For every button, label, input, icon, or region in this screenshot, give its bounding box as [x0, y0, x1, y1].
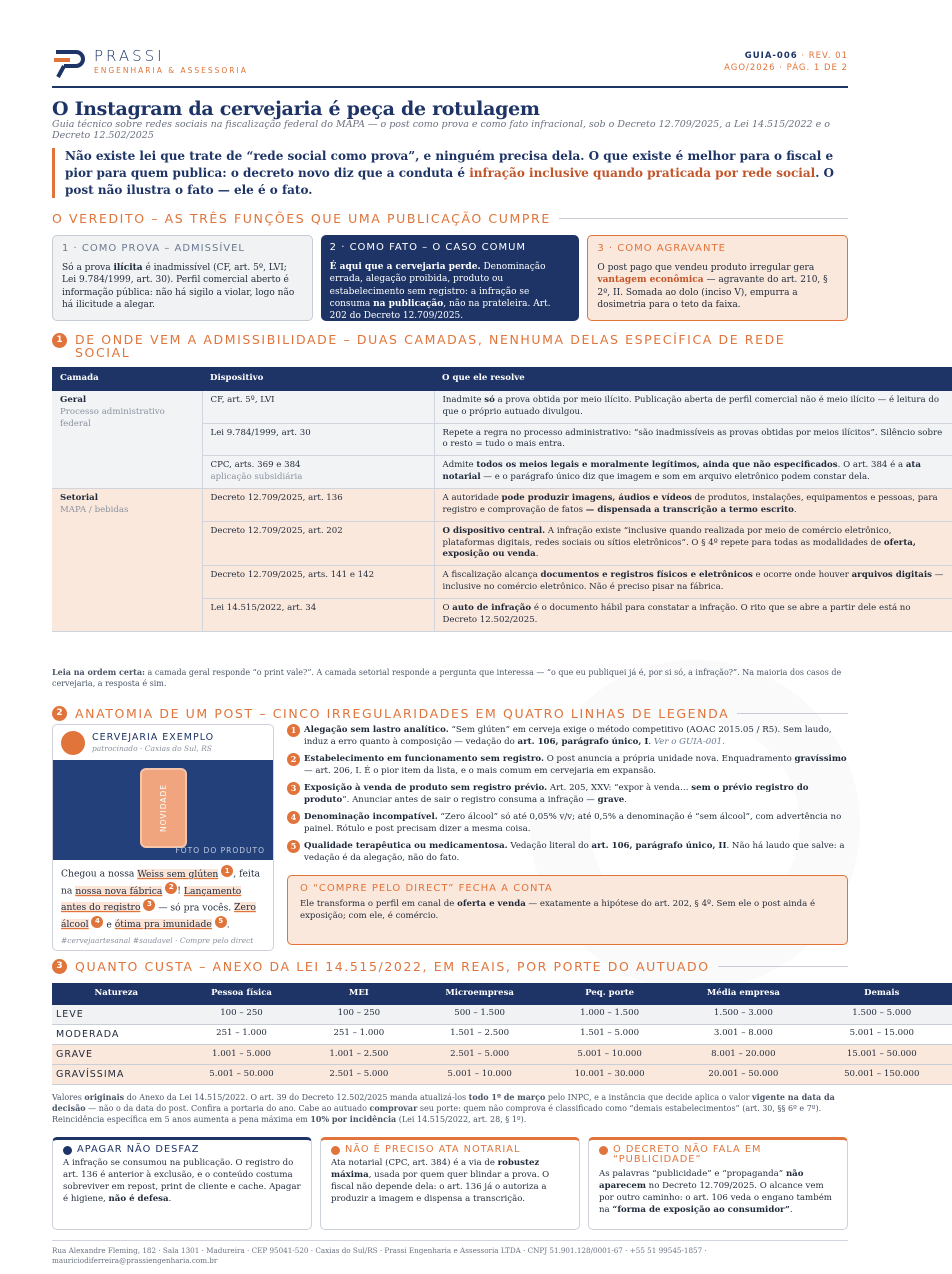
card-as-fact: 2 · COMO FATO – O CASO COMUM É aqui que a cervejaria perde. Denominação errada, alegação proibida, produto ou estabelecimento sem registro: a infração se consuma na publicação, não na prateleira. Art. 202 do Decreto 12.709/2025.	[321, 235, 580, 321]
list-item: 5 Qualidade terapêutica ou medicamentosa. Vedação literal do art. 106, parágrafo único, II. Não há laudo que salve: a vedação é da alegação, não do fato.	[287, 840, 848, 863]
table-row: Decreto 12.709/2025, art. 202 O dispositivo central. A infração existe “inclusive quando realizada por meio de comércio eletrônico, plataformas digitais, redes sociais ou sítios eletrônicos”. O § 4º repete para todas as modalidades de oferta, exposição ou venda.	[52, 521, 952, 566]
doc-date: AGO/2026	[724, 63, 776, 74]
box-delete: APAGAR NÃO DESFAZ A infração se consumou na publicação. O registro do art. 136 é anterior à exclusão, e o conteúdo costuma sobreviver em repost, print de cliente e cache. Apagar é higiene, não é defesa.	[52, 1137, 312, 1230]
section-2-title: 2 ANATOMIA DE UM POST – CINCO IRREGULARIDADES EM QUATRO LINHAS DE LEGENDA	[52, 706, 848, 721]
list-item: 1 Alegação sem lastro analítico. “Sem glúten” em cerveja exige o método competitivo (AOAC 2015.05 / R5). Sem laudo, induz a erro quanto à composição — vedação do art. 106, parágrafo único, I. Ver o GUIA-001.	[287, 724, 848, 747]
page-title: O Instagram da cervejaria é peça de rotulagem	[52, 98, 540, 120]
guide-code: GUIA-006	[744, 51, 798, 61]
bullet-icon	[63, 1146, 72, 1155]
doc-meta: GUIA-006 · REV. 01 AGO/2026 · PÁG. 1 DE 2	[724, 51, 848, 74]
table-row: Setorial MAPA / bebidas Decreto 12.709/2025, art. 136 A autoridade pode produzir imagens, áudios e vídeos de produtos, instalações, equipamentos e pessoas, para registro e comprovação de fatos — dispensada a transcrição a termo escrito.	[52, 489, 952, 522]
table-row: LEVE 100 – 250 100 – 250 500 – 1.500 1.000 – 1.500 1.500 – 3.000 1.500 – 5.000	[52, 1005, 952, 1025]
verdict-cards	[52, 235, 848, 321]
box-notarial: NÃO É PRECISO ATA NOTARIAL Ata notarial (CPC, art. 384) é a via de robustez máxima, usada por quem quer blindar a prova. O fiscal não depende dela: o art. 136 já o autoriza a produzir a imagem e dispensa a transcrição.	[320, 1137, 580, 1230]
card-as-aggravating: 3 · COMO AGRAVANTE O post pago que vendeu produto irregular gera vantagem econômica — agravante do art. 210, § 2º, II. Somada ao dolo (inciso V), empurra a dosimetria para o teto da faixa.	[587, 235, 848, 321]
irregularity-list	[287, 724, 848, 869]
section-3-title: 3 QUANTO CUSTA – ANEXO DA LEI 14.515/2022, EM REAIS, POR PORTE DO AUTUADO	[52, 959, 848, 974]
table-row: CPC, arts. 369 e 384 aplicação subsidiária Admite todos os meios legais e moralmente legítimos, ainda que não especificados. O art. 384 é a ata notarial — e o parágrafo único diz que imagem e som em arquivo eletrônico podem constar dela.	[52, 456, 952, 489]
post-caption: Chegou a nossa Weiss sem glúten 1 , feita na nossa nova fábrica 2 ! Lançamento antes do registro 3 — só pra vocês. Zero álcool 4 e ótima pra imunidade 5 .	[61, 866, 261, 931]
closing-boxes	[52, 1137, 848, 1230]
table-row: Lei 14.515/2022, art. 34 O auto de infração é o documento hábil para constatar a infração. O rito que se abre a partir dele está no Decreto 12.502/2025.	[52, 599, 952, 632]
box-advertising: O DECRETO NÃO FALA EM “PUBLICIDADE” As palavras “publicidade” e “propaganda” não aparecem no Decreto 12.709/2025. O alcance vem por outro caminho: o art. 106 veda o engano também na “forma de exposição ao consumidor”.	[588, 1137, 848, 1230]
table-row: Geral Processo administrativo federal CF, art. 5º, LVI Inadmite só a prova obtida por meio ilícito. Publicação aberta de perfil comercial não é meio ilícito — é leitura do que o próprio autuado divulgou.	[52, 391, 952, 423]
post-photo: NOVIDADE FOTO DO PRODUTO	[53, 760, 273, 860]
page-header	[52, 42, 848, 88]
bullet-icon	[331, 1146, 340, 1155]
list-item: 4 Denominação incompatível. “Zero álcool” só até 0,05% v/v; até 0,5% a denominação é “sem álcool”, com advertência no painel. Rótulo e post precisam dizer a mesma coisa.	[287, 811, 848, 834]
page-footer: Rua Alexandre Fleming, 182 · Sala 1301 · Madureira · CEP 95041-520 · Caxias do Sul/RS · Prassi Engenharia e Assessoria LTDA · CNPJ 51.901.128/0001-67 · +55 51 99545-1857 · mauriciodiferreira@prassiengenharia.com.br	[52, 1240, 848, 1266]
section-verdict-title: O VEREDITO – AS TRÊS FUNÇÕES QUE UMA PUBLICAÇÃO CUMPRE	[52, 212, 848, 225]
revision: REV. 01	[808, 51, 848, 61]
beer-can-icon: NOVIDADE	[140, 768, 187, 848]
post-hashtags: #cervejaartesanal #saudavel · Compre pelo direct	[61, 935, 254, 945]
lead-paragraph: Não existe lei que trate de “rede social como prova”, e ninguém precisa dela. O que existe é melhor para o fiscal e pior para quem publica: o decreto novo diz que a conduta é infração inclusive quando praticada por rede social. O post não ilustra o fato — ele é o fato.	[52, 148, 848, 198]
card-as-proof: 1 · COMO PROVA – ADMISSÍVEL Só a prova ilícita é inadmissível (CF, art. 5º, LVI; Lei 9.784/1999, art. 30). Perfil comercial aberto é informação pública: não há sigilo a violar, logo não há ilicitude a alegar.	[52, 235, 313, 321]
table-row: Lei 9.784/1999, art. 30 Repete a regra no processo administrativo: “são inadmissíveis as provas obtidas por meios ilícitos”. Silêncio sobre o resto = tudo o mais entra.	[52, 423, 952, 456]
page-number: PÁG. 1 DE 2	[786, 63, 848, 74]
section-1-title: 1 DE ONDE VEM A ADMISSIBILIDADE – DUAS CAMADAS, NENHUMA DELAS ESPECÍFICA DE REDE SOCIAL	[52, 333, 848, 359]
direct-callout: O “COMPRE PELO DIRECT” FECHA A CONTA Ele transforma o perfil em canal de oferta e venda — exatamente a hipótese do art. 202, § 4º. Sem ele o post ainda é exposição; com ele, é comércio.	[287, 875, 848, 945]
fines-table: Natureza Pessoa física MEI Microempresa Peq. porte Média empresa Demais LEVE 100 – 250 100 – 250 500 – 1.500 1.000 – 1.500 1.500 – 3.000 1.500 – 5.000 MODERADA 251 – 1.000 251 – 1.000 1.501 – 2.500 1.501 – 5.000 3.001 – 8.000 5.001 – 15.000 GRAVE 1.001 – 5.000 1.001 – 2.500 2.501 – 5.000 5.001 – 10.000 8.001 – 20.000 15.001 – 50.000 GRAVÍSSIMA 5.001 – 50.000 2.501 – 5.000 5.001 – 10.000 10.001 – 30.000 20.001 – 50.000 50.001 – 150.000	[52, 983, 952, 1085]
admissibility-table: Camada Dispositivo O que ele resolve Geral Processo administrativo federal CF, art. 5º, LVI Inadmite só a prova obtida por meio ilícito. Publicação aberta de perfil comercial não é meio ilícito — é leitura do que o próprio autuado divulgou. Lei 9.784/1999, art. 30 Repete a regra no processo administrativo: “são inadmissíveis as provas obtidas por meios ilícitos”. Silêncio sobre o resto = tudo o mais entra. CPC, arts. 369 e 384 aplicação subsidiária Admite todos os meios legais e moralmente legítimos, ainda que não especificados. O art. 384 é a ata notarial — e o parágrafo único diz que imagem e som em arquivo eletrônico podem constar dela. Setorial MAPA / bebidas Decreto 12.709/2025, art. 136 A autoridade pode produzir imagens, áudios e vídeos de produtos, instalações, equipamentos e pessoas, para registro e comprovação de fatos — dispensada a transcrição a termo escrito. Decreto 12.709/2025, art. 202 O dispositivo central. A infração existe “inclusive quando realizada por meio de comércio eletrônico, plataformas digitais, redes sociais ou sítios eletrônicos”. O § 4º repete para todas as modalidades de oferta, exposição ou venda. Decreto 12.709/2025, arts. 141 e 142 A fiscalização alcança documentos e registros físicos e eletrônicos e ocorre onde houver arquivos digitais — inclusive no comércio eletrônico. Não é preciso pisar na fábrica. Lei 14.515/2022, art. 34 O auto de infração é o documento hábil para constatar a infração. O rito que se abre a partir dele está no Decreto 12.502/2025.	[52, 367, 952, 632]
bullet-icon	[599, 1146, 608, 1155]
page-subtitle: Guia técnico sobre redes sociais na fiscalização federal do MAPA — o post como prova e como fato infracional, sob o Decreto 12.709/2025, a Lei 14.515/2022 e o Decreto 12.502/2025	[52, 119, 830, 141]
table-row: MODERADA 251 – 1.000 251 – 1.000 1.501 – 2.500 1.501 – 5.000 3.001 – 8.000 5.001 – 15.000	[52, 1024, 952, 1044]
example-post: CERVEJARIA EXEMPLO patrocinado · Caxias do Sul, RS NOVIDADE FOTO DO PRODUTO Chegou a nossa Weiss sem glúten 1 , feita na nossa nova fábrica 2 ! Lançamento antes do registro 3 — só pra vocês. Zero álcool 4 e ótima pra imunidade 5 . #cervejaartesanal #saudavel · Compre pelo direct	[52, 724, 274, 951]
table-row: GRAVÍSSIMA 5.001 – 50.000 2.501 – 5.000 5.001 – 10.000 10.001 – 30.000 20.001 – 50.000 50.001 – 150.000	[52, 1065, 952, 1085]
list-item: 2 Estabelecimento em funcionamento sem registro. O post anuncia a própria unidade nova. Enquadramento gravíssimo — art. 206, I. É o pior item da lista, e o mais comum em cervejaria em expansão.	[287, 753, 848, 776]
list-item: 3 Exposição à venda de produto sem registro prévio. Art. 205, XXV: “expor à venda… sem o prévio registro do produto”. Anunciar antes de sair o registro consuma a infração — grave.	[287, 782, 848, 805]
avatar	[61, 731, 85, 755]
prassi-logo-icon	[52, 46, 86, 78]
brand-name: PRASSI	[94, 47, 165, 65]
fines-note: Valores originais do Anexo da Lei 14.515/2022. O art. 39 do Decreto 12.502/2025 manda atualizá-los todo 1º de março pelo INPC, e a instância que decide aplica o valor vigente na data da decisão — não o da data do post. Confira a portaria do ano. Cabe ao autuado comprovar seu porte: quem não comprova é classificado como “demais estabelecimentos” (art. 30, §§ 6º e 7º). Reincidência específica em 5 anos aumenta a pena máxima em 10% por incidência (Lei 14.515/2022, art. 28, § 1º).	[52, 1092, 835, 1125]
table-row: Decreto 12.709/2025, arts. 141 e 142 A fiscalização alcança documentos e registros físicos e eletrônicos e ocorre onde houver arquivos digitais — inclusive no comércio eletrônico. Não é preciso pisar na fábrica.	[52, 566, 952, 599]
table-row: GRAVE 1.001 – 5.000 1.001 – 2.500 2.501 – 5.000 5.001 – 10.000 8.001 – 20.000 15.001 – 50.000	[52, 1044, 952, 1064]
reading-note: Leia na ordem certa: a camada geral responde “o print vale?”. A camada setorial responde a pergunta que interessa — “o que eu publiquei já é, por si só, a infração?”. Na maioria dos casos de cervejaria, a resposta é sim.	[52, 667, 842, 689]
brand-subtitle: ENGENHARIA & ASSESSORIA	[94, 66, 248, 75]
